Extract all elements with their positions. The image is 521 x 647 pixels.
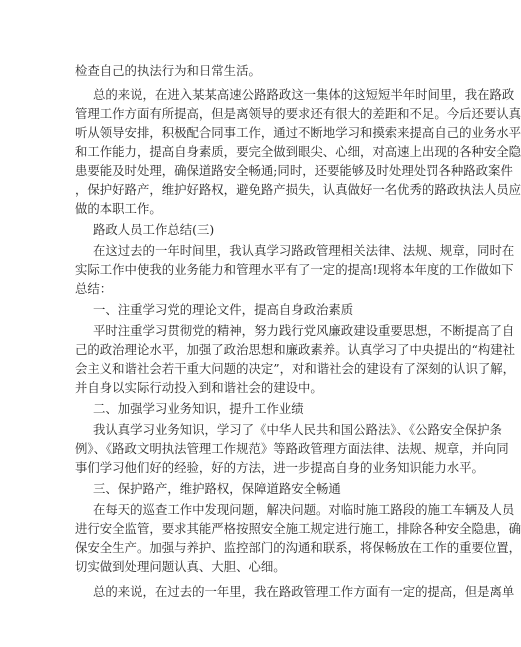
paragraph-line: 管理工作方面有所提高，但是离领导的要求还有很大的差距和不足。今后还要认真 (75, 106, 521, 121)
section-heading: 三、保护路产，维护路权，保障道路安全畅通 (93, 481, 341, 496)
section-heading: 一、注重学习党的理论文件，提高自身政治素质 (93, 302, 354, 317)
paragraph-line: ，保护好路产，维护好路权，避免路产损失，认真做好一名优秀的路政执法人员应 (75, 182, 521, 197)
paragraph-line: 在这过去的一年时间里，我认真学习路政管理相关法律、法规、规章，同时在 (93, 243, 515, 258)
paragraph-line: 平时注重学习贯彻党的精神，努力践行党风廉政建设重要思想，不断提高了自 (93, 323, 515, 338)
paragraph-line: 在每天的巡查工作中发现问题，解决问题。对临时施工路段的施工车辆及人员 (93, 502, 515, 517)
section-title: 路政人员工作总结(三) (93, 222, 215, 237)
paragraph-line: 保安全生产。加强与养护、监控部门的沟通和联系，将保畅放在工作的重要位置， (75, 540, 521, 555)
paragraph-line: 总结： (75, 281, 113, 296)
paragraph-line: 进行安全监管，要求其能严格按照安全施工规定进行施工，排除各种安全隐患，确 (75, 521, 521, 536)
paragraph-line: 听从领导安排，积极配合同事工作，通过不断地学习和摸索来提高自己的业务水平 (75, 125, 521, 140)
paragraph-line: 总的来说，在进入某某高速公路路政这一集体的这短短半年时间里，我在路政 (93, 87, 515, 102)
section-heading: 二、加强学习业务知识，提升工作业绩 (93, 401, 304, 416)
paragraph-line: 做的本职工作。 (75, 201, 162, 216)
paragraph-line: 会主义和谐社会若干重大问题的决定”，对和谐社会的建设有了深刻的认识了解， (75, 361, 516, 376)
paragraph-line: 实际工作中使我的业务能力和管理水平有了一定的提高!现将本年度的工作做如下 (75, 262, 514, 277)
paragraph-line: 总的来说，在过去的一年里，我在路政管理工作方面有一定的提高，但是离单 (93, 584, 515, 599)
paragraph-line: 和工作能力，提高自身素质，要完全做到眼尖、心细，对高速上出现的各种安全隐 (75, 144, 521, 159)
paragraph-line: 患要能及时处理，确保道路安全畅通;同时，还要能够及时处理处罚各种路政案件 (75, 163, 513, 178)
paragraph-line: 己的政治理论水平，加强了政治思想和廉政素养。认真学习了中央提出的“构建社 (75, 342, 516, 357)
paragraph-line: 事们学习他们好的经验，好的方法，进一步提高自身的业务知识能力水平。 (75, 460, 484, 475)
paragraph-line: 例》、《路政文明执法管理工作规范》等路政管理方面法律、法规、规章，并向同 (75, 441, 509, 456)
paragraph-line: 切实做到处理问题认真、大胆、心细。 (75, 559, 286, 574)
paragraph-line: 并自身以实际行动投入到和谐社会的建设中。 (75, 380, 323, 395)
paragraph-line: 检查自己的执法行为和日常生活。 (75, 63, 261, 78)
paragraph-line: 我认真学习业务知识，学习了《中华人民共和国公路法》、《公路安全保护条 (93, 422, 502, 437)
